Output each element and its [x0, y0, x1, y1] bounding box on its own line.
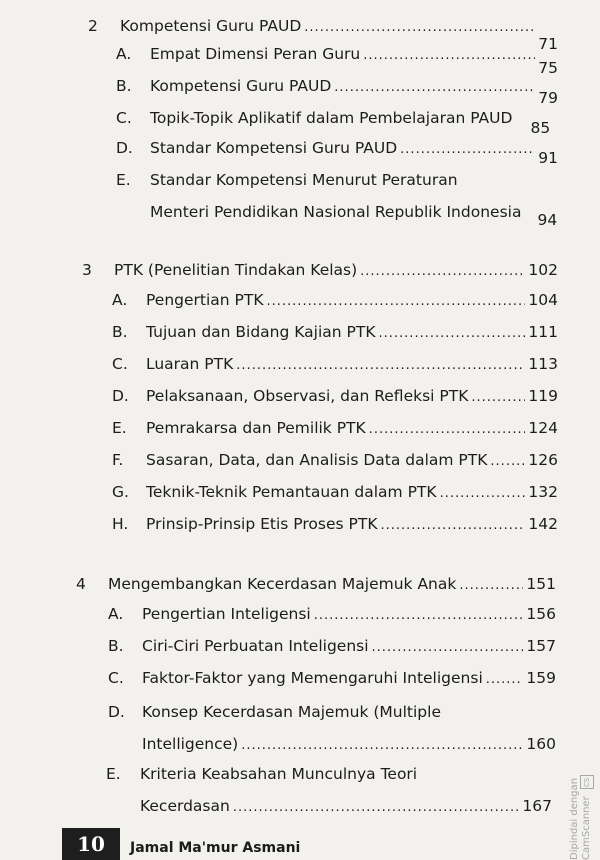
- section-title: Pengertian PTK: [146, 291, 264, 309]
- dot-leader: [379, 324, 526, 344]
- section-letter: B.: [108, 637, 124, 655]
- section-letter: D.: [108, 703, 125, 721]
- page-number: 104: [528, 291, 558, 309]
- dot-leader: [471, 388, 525, 408]
- watermark-text: Dipindai dengan CamScanner: [569, 777, 592, 860]
- section-title: Pemrakarsa dan Pemilik PTK: [146, 419, 366, 437]
- page-number: 85: [530, 119, 551, 137]
- section-row: [108, 604, 556, 626]
- section-title-continuation: Menteri Pendidikan Nasional Republik Indonesia: [150, 203, 522, 221]
- section-row: [116, 76, 558, 107]
- section-title-continuation: Kecerdasan: [140, 797, 230, 815]
- chapter-row: [76, 574, 556, 596]
- section-title: Teknik-Teknik Pemantauan dalam PTK: [146, 483, 437, 501]
- section-row: [112, 514, 558, 536]
- dot-leader: [490, 452, 525, 472]
- section-letter: A.: [112, 291, 128, 309]
- section-title-continuation: Intelligence): [142, 735, 239, 753]
- page-number: 94: [537, 211, 558, 229]
- section-letter: F.: [112, 451, 124, 469]
- dot-leader: [369, 420, 526, 440]
- section-letter: E.: [116, 171, 131, 189]
- chapter-title: Mengembangkan Kecerdasan Majemuk Anak: [108, 575, 457, 593]
- section-title: Kriteria Keabsahan Munculnya Teori: [140, 765, 418, 783]
- dot-leader: [241, 736, 523, 756]
- footer-author: Jamal Ma'mur Asmani: [130, 840, 301, 856]
- dot-leader: [267, 292, 526, 312]
- chapter-row: [88, 16, 558, 53]
- page-number: 151: [526, 575, 556, 593]
- dot-leader: [459, 576, 523, 596]
- dot-leader: [440, 484, 526, 504]
- section-letter: G.: [112, 483, 129, 501]
- page-number: 126: [528, 451, 558, 469]
- page-number: 111: [528, 323, 558, 341]
- section-row: [112, 354, 558, 376]
- page-number: 167: [522, 797, 552, 815]
- page-number: 157: [526, 637, 556, 655]
- section-letter: B.: [116, 77, 132, 95]
- footer-page-number: 10: [62, 828, 120, 860]
- section-title: Prinsip-Prinsip Etis Proses PTK: [146, 515, 378, 533]
- section-row: [112, 418, 558, 440]
- section-title: Pengertian Inteligensi: [142, 605, 311, 623]
- section-title: Luaran PTK: [146, 355, 234, 373]
- section-title: Standar Kompetensi Menurut Peraturan: [150, 171, 458, 189]
- dot-leader: [314, 606, 524, 626]
- section-continuation-row: [142, 734, 556, 756]
- section-letter: H.: [112, 515, 129, 533]
- section-letter: B.: [112, 323, 128, 341]
- chapter-title: Kompetensi Guru PAUD: [120, 17, 302, 35]
- dot-leader: [304, 18, 535, 38]
- page-footer: [0, 826, 600, 860]
- page-number: 142: [528, 515, 558, 533]
- section-row: [116, 44, 558, 77]
- dot-leader: [486, 670, 524, 690]
- section-title: Standar Kompetensi Guru PAUD: [150, 139, 398, 157]
- page-number: 91: [538, 149, 558, 167]
- section-row: [112, 386, 558, 408]
- page-number: 102: [528, 261, 558, 279]
- section-row: [112, 482, 558, 504]
- section-letter: C.: [112, 355, 128, 373]
- dot-leader: [400, 140, 535, 160]
- section-letter: D.: [116, 139, 133, 157]
- section-title: Sasaran, Data, dan Analisis Data dalam PTK: [146, 451, 488, 469]
- chapter-title: PTK (Penelitian Tindakan Kelas): [114, 261, 358, 279]
- page-number: 160: [526, 735, 556, 753]
- section-letter: A.: [108, 605, 124, 623]
- page-number: 75: [538, 59, 558, 77]
- section-title: Konsep Kecerdasan Majemuk (Multiple: [142, 703, 441, 721]
- section-letter: D.: [112, 387, 129, 405]
- chapter-number: 3: [82, 261, 92, 279]
- section-row: [116, 108, 558, 137]
- page-number: 119: [528, 387, 558, 405]
- page-number: 132: [528, 483, 558, 501]
- section-row: [108, 702, 556, 722]
- dot-leader: [372, 638, 524, 658]
- section-title: Kompetensi Guru PAUD: [150, 77, 332, 95]
- section-letter: A.: [116, 45, 132, 63]
- section-letter: E.: [106, 765, 121, 783]
- section-title: Tujuan dan Bidang Kajian PTK: [146, 323, 376, 341]
- chapter-number: 4: [76, 575, 86, 593]
- page-number: 159: [526, 669, 556, 687]
- section-row: [112, 322, 558, 344]
- section-row: [112, 450, 558, 472]
- camscanner-logo-icon: CS: [580, 775, 594, 789]
- section-row: [106, 764, 556, 784]
- section-letter: C.: [108, 669, 124, 687]
- chapter-row: [82, 260, 558, 282]
- page-number: 113: [528, 355, 558, 373]
- page-number: 79: [538, 89, 558, 107]
- dot-leader: [233, 798, 520, 818]
- section-row: [112, 290, 558, 312]
- section-continuation-row: [150, 202, 558, 229]
- section-letter: C.: [116, 109, 132, 127]
- section-title: Empat Dimensi Peran Guru: [150, 45, 361, 63]
- section-row: [116, 170, 558, 190]
- page-number: 71: [538, 35, 558, 53]
- dot-leader: [363, 46, 535, 66]
- page-number: 124: [528, 419, 558, 437]
- section-row: [108, 668, 556, 690]
- section-row: [108, 636, 556, 658]
- page-number: 156: [526, 605, 556, 623]
- dot-leader: [334, 78, 535, 98]
- section-letter: E.: [112, 419, 127, 437]
- section-title: Ciri-Ciri Perbuatan Inteligensi: [142, 637, 369, 655]
- dot-leader: [236, 356, 525, 376]
- section-title: Faktor-Faktor yang Memengaruhi Inteligensi: [142, 669, 483, 687]
- section-row: [116, 138, 558, 167]
- section-title: Pelaksanaan, Observasi, dan Refleksi PTK: [146, 387, 469, 405]
- section-continuation-row: [140, 796, 552, 818]
- chapter-number: 2: [88, 17, 98, 35]
- scanner-watermark: [569, 740, 594, 860]
- section-title: Topik-Topik Aplikatif dalam Pembelajaran PAUD: [150, 109, 513, 127]
- dot-leader: [380, 516, 525, 536]
- dot-leader: [360, 262, 525, 282]
